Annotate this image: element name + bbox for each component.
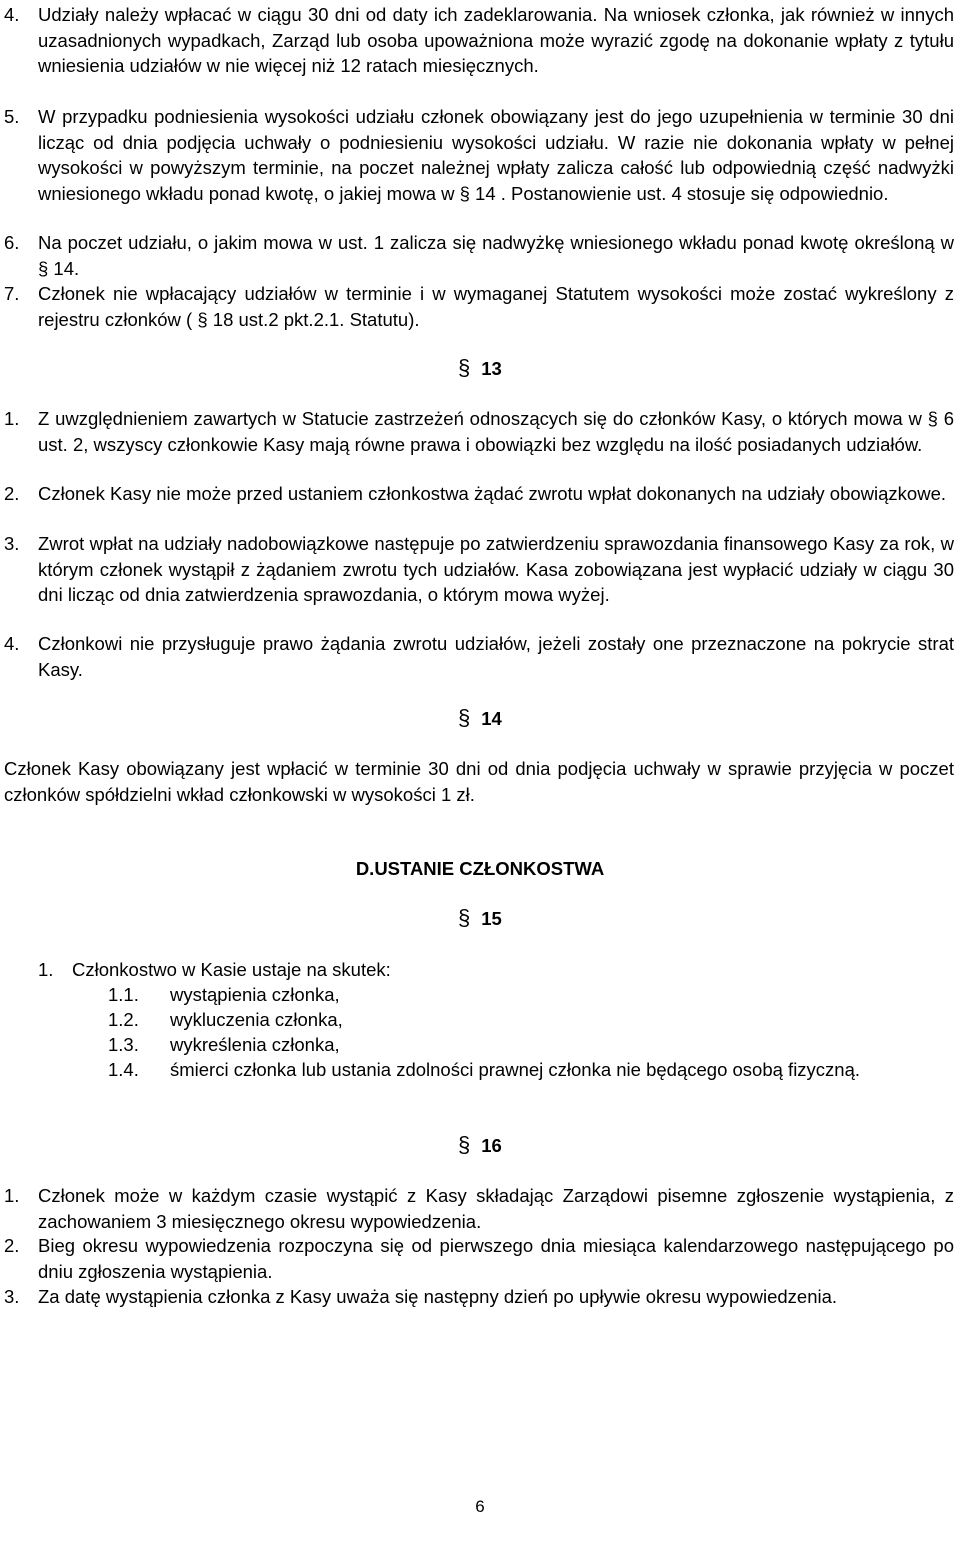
sub-item-number: 1.2. <box>108 1009 139 1030</box>
sub-item-text: wystąpienia członka, <box>170 984 340 1005</box>
paragraph: Członek Kasy obowiązany jest wpłacić w terminie 30 dni od dnia podjęcia uchwały w sprawie przyjęcia w poczet członków spółdzielni wkład członkowski w wysokości 1 zł. <box>4 758 954 805</box>
list-item <box>4 2 954 79</box>
sub-item-text: śmierci członka lub ustania zdolności prawnej członka nie będącego osobą fizyczną. <box>170 1059 861 1080</box>
list-item <box>4 1233 954 1284</box>
item-text: Za datę wystąpienia członka z Kasy uważa się następny dzień po upływie okresu wypowiedzenia. <box>38 1286 838 1307</box>
section-sign-icon <box>458 356 475 378</box>
item-text: Członkostwo w Kasie ustaje na skutek: <box>72 959 391 980</box>
sub-list-item <box>108 1007 908 1033</box>
section-heading-13 <box>0 356 960 382</box>
section-heading-16 <box>0 1133 960 1159</box>
svg-text:§: § <box>458 356 471 378</box>
item-text: Członek nie wpłacający udziałów w terminie i w wymaganej Statutem wysokości może zostać wykreślony z rejestru członków ( § 18 ust.2 pkt.2.1. Statutu). <box>38 283 954 330</box>
item-text: Członkowi nie przysługuje prawo żądania zwrotu udziałów, jeżeli zostały one przeznaczone na pokrycie strat Kasy. <box>38 633 954 680</box>
item-number: 6. <box>4 232 20 253</box>
item-number: 2. <box>4 1235 20 1256</box>
sub-item-number: 1.1. <box>108 984 139 1005</box>
section-heading-14 <box>0 706 960 732</box>
section-heading-15 <box>0 906 960 932</box>
section-sign-icon <box>458 906 475 928</box>
list-item <box>38 957 938 983</box>
list-item <box>4 481 954 507</box>
sub-item-text: wykreślenia członka, <box>170 1034 340 1055</box>
item-text: Bieg okresu wypowiedzenia rozpoczyna się od pierwszego dnia miesiąca kalendarzowego następującego po dniu zgłoszenia wystąpienia. <box>38 1235 954 1282</box>
item-number: 7. <box>4 283 20 304</box>
item-number: 1. <box>38 959 54 980</box>
list-item <box>4 531 954 608</box>
list-item <box>4 631 954 682</box>
section-sign-icon <box>458 706 475 728</box>
list-item <box>4 281 954 332</box>
chapter-heading: D.USTANIE CZŁONKOSTWA <box>355 858 605 879</box>
item-number: 2. <box>4 483 20 504</box>
item-number: 3. <box>4 533 20 554</box>
item-text: Z uwzględnieniem zawartych w Statucie zastrzeżeń odnoszących się do członków Kasy, o których mowa w § 6 ust. 2, wszyscy członkowie Kasy mają równe prawa i obowiązki bez względu na ilość posiadanych udziałów. <box>38 408 954 455</box>
list-item <box>4 406 954 457</box>
item-number: 4. <box>4 4 20 25</box>
item-number: 1. <box>4 1185 20 1206</box>
svg-text:§: § <box>458 1133 471 1155</box>
page-number: 6 <box>475 1497 485 1516</box>
section-number: 14 <box>481 708 502 729</box>
item-number: 3. <box>4 1286 20 1307</box>
sub-list-item <box>108 982 908 1008</box>
section-sign-icon <box>458 1133 475 1155</box>
item-text: Na poczet udziału, o jakim mowa w ust. 1 zalicza się nadwyżkę wniesionego wkładu ponad kwotę określoną w § 14. <box>38 232 954 279</box>
svg-text:§: § <box>458 906 471 928</box>
sub-item-text: wykluczenia członka, <box>170 1009 343 1030</box>
section-number: 15 <box>481 908 502 929</box>
list-item <box>4 1183 954 1234</box>
section-number: 16 <box>481 1135 502 1156</box>
item-text: Zwrot wpłat na udziały nadobowiązkowe następuje po zatwierdzeniu sprawozdania finansowego Kasy za rok, w którym członek wystąpił z żądaniem zwrotu tych udziałów. Kasa zobowiązana jest wypłacić udziały w ciągu 30 dni licząc od dnia zatwierdzenia sprawozdania, o którym mowa wyżej. <box>38 533 954 605</box>
sub-item-number: 1.3. <box>108 1034 139 1055</box>
sub-list-item <box>108 1032 908 1058</box>
item-number: 1. <box>4 408 20 429</box>
item-text: Członek Kasy nie może przed ustaniem członkostwa żądać zwrotu wpłat dokonanych na udziały obowiązkowe. <box>38 483 946 504</box>
item-number: 5. <box>4 106 20 127</box>
list-item <box>4 1284 954 1310</box>
item-text: Członek może w każdym czasie wystąpić z Kasy składając Zarządowi pisemne zgłoszenie wystąpienia, z zachowaniem 3 miesięcznego okresu wypowiedzenia. <box>38 1185 954 1232</box>
sub-list-item <box>108 1057 898 1083</box>
section-number: 13 <box>481 358 502 379</box>
svg-text:§: § <box>458 706 471 728</box>
item-text: W przypadku podniesienia wysokości udziału członek obowiązany jest do jego uzupełnienia w terminie 30 dni licząc od dnia podjęcia uchwały o podniesieniu wysokości udziału. W razie nie dokonania wpłaty w pełnej wysokości w powyższym terminie, na poczet należnej wpłaty zalicza całość lub odpowiednią część nadwyżki wniesionego wkładu ponad kwotę, o jakiej mowa w § 14 . Postanowienie ust. 4 stosuje się odpowiednio. <box>38 106 954 204</box>
sub-item-number: 1.4. <box>108 1059 139 1080</box>
item-number: 4. <box>4 633 20 654</box>
list-item <box>4 104 954 206</box>
list-item <box>4 230 954 281</box>
item-text: Udziały należy wpłacać w ciągu 30 dni od daty ich zadeklarowania. Na wniosek członka, jak również w innych uzasadnionych wypadkach, Zarząd lub osoba upoważniona może wyrazić zgodę na dokonanie wpłaty z tytułu wniesienia udziałów w nie więcej niż 12 ratach miesięcznych. <box>38 4 954 76</box>
